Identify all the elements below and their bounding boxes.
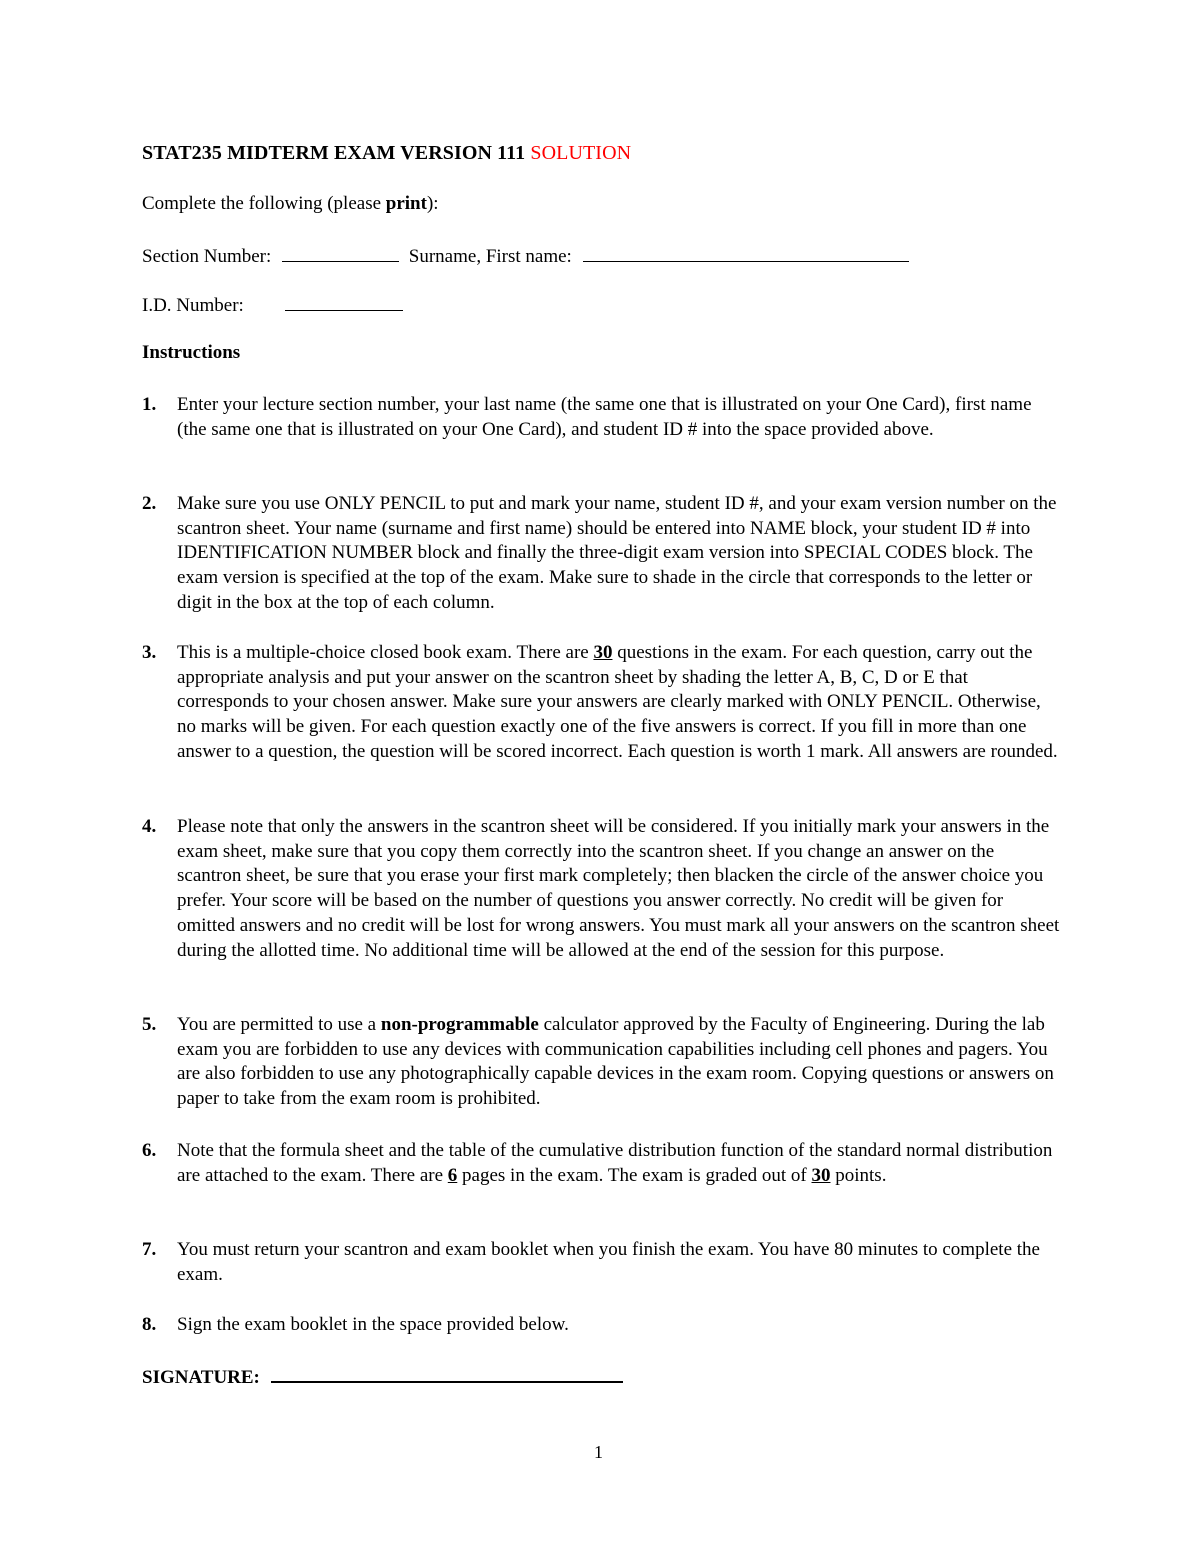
id-number-field[interactable] [285,292,403,311]
instruction-item-2: 2. Make sure you use ONLY PENCIL to put and mark your name, student ID #, and your exam version number on the scantron sheet. Your name (surname and first name) should be entered into NAME block, your student ID # into IDENTIFICATION NUMBER block and finally the three-digit exam version into SPECIAL CODES block. The exam version is specified at the top of the exam. Make sure to shade in the circle that corresponds to the letter or digit in the box at the top of each column. [142,493,1057,613]
id-number-label: I.D. Number: [142,295,244,316]
instruction-item-6: 6. Note that the formula sheet and the table of the cumulative distribution function of the standard normal distribution are attached to the exam. There are 6 pages in the exam. The exam is graded out of 30 points. [142,1140,1053,1186]
surname-label: Surname, First name: [408,246,572,267]
total-points: 30 [811,1164,831,1186]
instruction-item-7: 7. You must return your scantron and exam booklet when you finish the exam. You have 80 minutes to complete the exam. [142,1239,1040,1285]
section-number-field[interactable] [282,243,399,262]
instruction-item-5: 5. You are permitted to use a non-programmable calculator approved by the Faculty of Engineering. During the lab exam you are forbidden to use any devices with communication capabilities including cell phones and pagers. You are also forbidden to use any photographically capable devices in the exam room. Copying questions or answers on paper to take from the exam room is prohibited. [142,1014,1054,1110]
instruction-item-4: 4. Please note that only the answers in the scantron sheet will be considered. If you initially mark your answers in the exam sheet, make sure that you copy them correctly into the scantron sheet. If you change an answer on the scantron sheet, be sure that you erase your first mark completely; then blacken the circle of the answer choice you prefer. Your score will be based on the number of questions you answer correctly. No credit will be given for omitted answers and no credit will be lost for wrong answers. You must mark all your answers on the scantron sheet during the allotted time. No additional time will be allowed at the end of the session for this purpose. [142,816,1060,961]
exam-title-main: STAT235 MIDTERM EXAM VERSION 111 [142,142,526,164]
print-emphasis: print [385,193,427,214]
instruction-item-3: 3. This is a multiple-choice closed book exam. There are 30 questions in the exam. For each question, carry out the appropriate analysis and put your answer on the scantron sheet by shading the letter A, B, C, D or E that corresponds to your chosen answer. Make sure your answers are clearly marked with ONLY PENCIL. Otherwise, no marks will be given. For each question exactly one of the five answers is correct. If you fill in more than one answer to a question, the question will be scored incorrect. Each question is worth 1 mark. All answers are rounded. [142,642,1058,762]
exam-title [142,141,631,166]
id-row [142,292,403,319]
solution-label: SOLUTION [530,142,632,164]
question-count: 30 [593,642,613,663]
surname-field[interactable] [583,243,909,262]
form-prompt: Complete the following (please print): [142,193,439,214]
section-number-label: Section Number: [142,246,272,267]
instruction-item-1: 1. Enter your lecture section number, your last name (the same one that is illustrated on your One Card), first name (the same one that is illustrated on your One Card), and student ID # into the space provided above. [142,394,1032,440]
page-count: 6 [447,1164,458,1186]
signature-field[interactable] [271,1363,623,1383]
instruction-item-8: 8. Sign the exam booklet in the space provided below. [142,1314,569,1335]
page-number: 1 [594,1442,603,1462]
non-programmable-emphasis: non-programmable [380,1014,539,1035]
signature-label: SIGNATURE: [142,1367,260,1388]
section-name-row [142,243,909,270]
signature-row [142,1363,623,1391]
instructions-heading: Instructions [142,342,241,363]
